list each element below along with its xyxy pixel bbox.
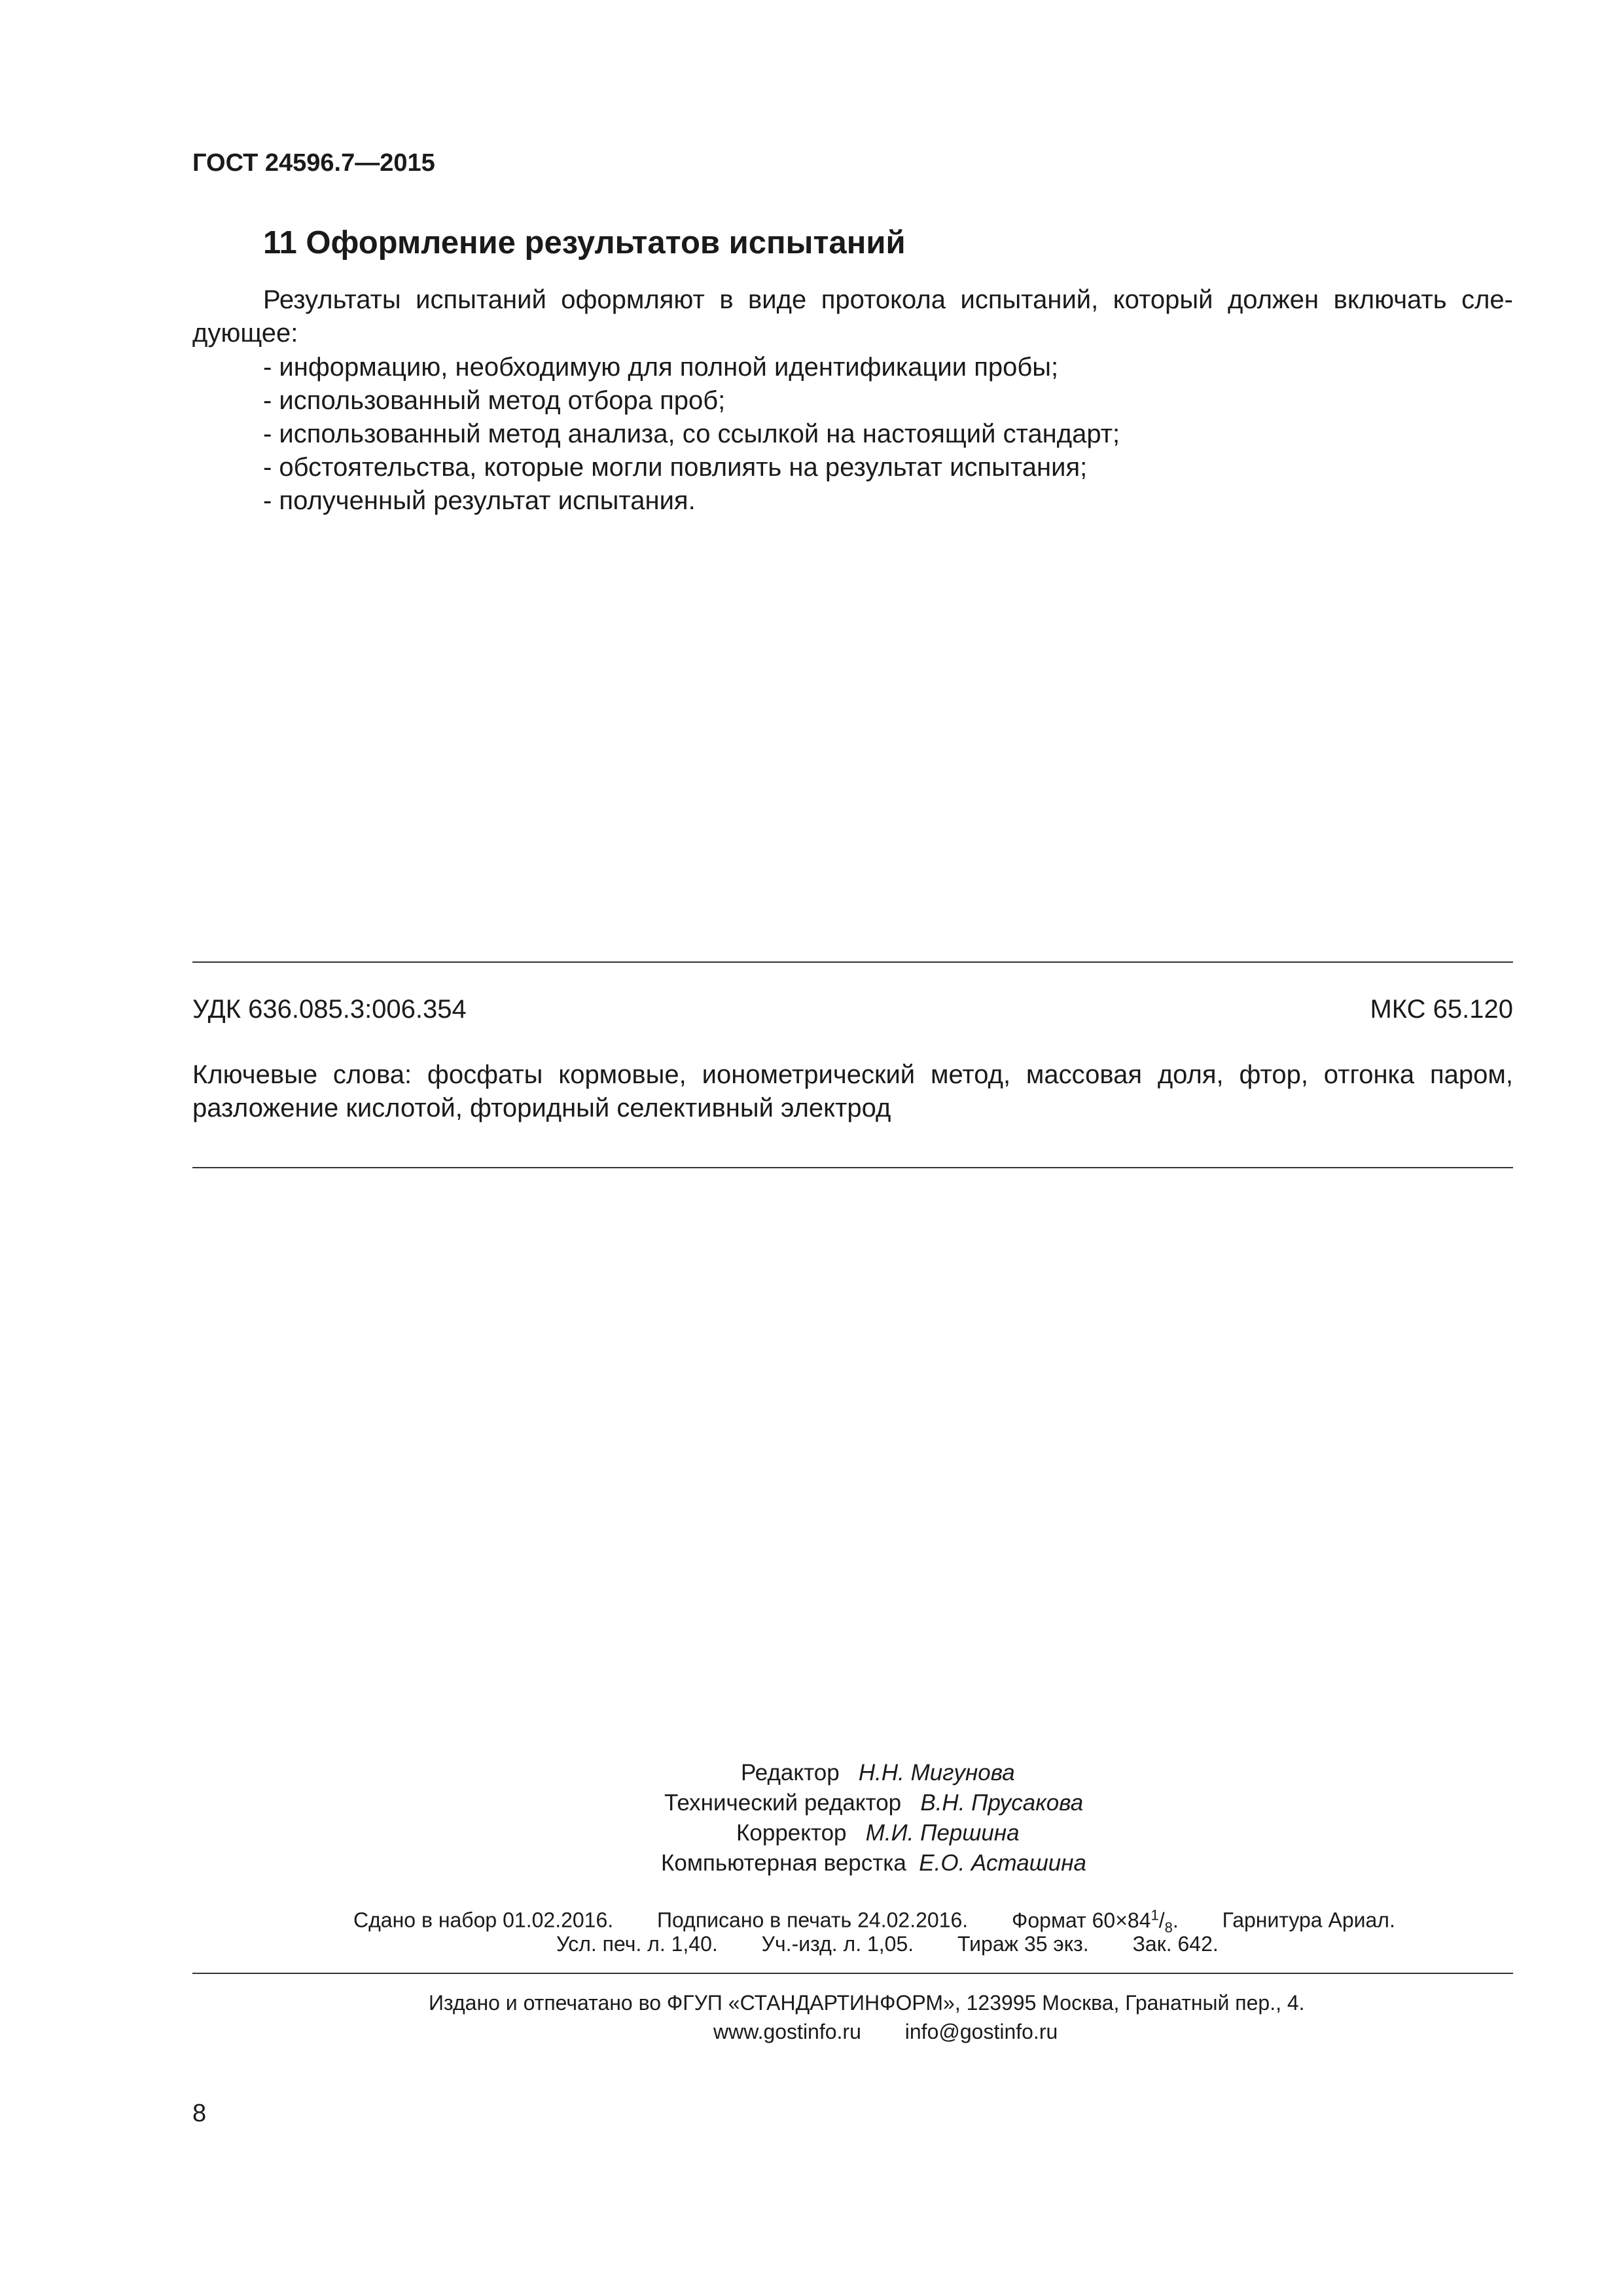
- print-usl: Усл. печ. л. 1,40.: [556, 1932, 718, 1956]
- credit-role: Корректор: [736, 1820, 847, 1846]
- credit-role: Компьютерная верстка: [661, 1850, 906, 1876]
- keywords: [192, 1058, 1513, 1125]
- print-typeface: Гарнитура Ариал.: [1222, 1908, 1395, 1932]
- intro-line-2: дующее:: [192, 319, 298, 348]
- credit-role: Технический редактор: [664, 1790, 902, 1816]
- credit-layout: [661, 1848, 1086, 1878]
- credit-person: Е.О. Асташина: [919, 1850, 1086, 1876]
- list-item: - использованный метод отбора проб;: [263, 386, 726, 415]
- publisher-email[interactable]: info@gostinfo.ru: [904, 2020, 1058, 2043]
- divider-top: [192, 961, 1513, 963]
- credit-editor: [741, 1758, 1015, 1788]
- credit-person: М.И. Першина: [865, 1820, 1020, 1846]
- print-uch: Уч.-изд. л. 1,05.: [761, 1932, 914, 1956]
- list-item: - обстоятельства, которые могли повлиять на результат испытания;: [263, 453, 1088, 482]
- print-tirazh: Тираж 35 экз.: [957, 1932, 1089, 1956]
- keywords-line-1: Ключевые слова: фосфаты кормовые, ионометрический метод, массовая доля, фтор, отгонка паром,: [192, 1060, 1513, 1089]
- section-title: 11 Оформление результатов испытаний: [263, 225, 906, 260]
- list-item: - полученный результат испытания.: [263, 486, 696, 515]
- credit-corrector: [736, 1818, 1020, 1848]
- print-format: Формат $60\times 84^1/_8$.: [1012, 1907, 1179, 1936]
- credit-person: Н.Н. Мигунова: [858, 1760, 1015, 1785]
- print-zak: Зак. 642.: [1132, 1932, 1219, 1956]
- list-item: - информацию, необходимую для полной идентификации пробы;: [263, 353, 1059, 382]
- publisher-website[interactable]: www.gostinfo.ru: [713, 2020, 861, 2043]
- document-code: ГОСТ 24596.7—2015: [192, 149, 435, 177]
- publisher-info: Издано и отпечатано во ФГУП «СТАНДАРТИНФОРМ», 123995 Москва, Гранатный пер., 4.: [429, 1991, 1305, 2015]
- mks-code: МКС 65.120: [1370, 995, 1513, 1024]
- print-signed: Подписано в печать 24.02.2016.: [657, 1908, 969, 1932]
- page-number: 8: [192, 2100, 207, 2127]
- credit-tech-editor: [664, 1788, 1083, 1818]
- divider-bottom: [192, 1973, 1513, 1974]
- print-info-line-2: [556, 1929, 1219, 1958]
- credit-person: В.Н. Прусакова: [920, 1790, 1084, 1816]
- credit-role: Редактор: [741, 1760, 840, 1785]
- print-sent: Сдано в набор 01.02.2016.: [353, 1908, 614, 1932]
- list-item: - использованный метод анализа, со ссылкой на настоящий стандарт;: [263, 420, 1120, 448]
- publisher-contacts: [713, 2017, 1058, 2046]
- divider-middle: [192, 1167, 1513, 1168]
- keywords-line-2: разложение кислотой, фторидный селективный электрод: [192, 1094, 891, 1122]
- section-intro: [192, 283, 1513, 350]
- udk-code: УДК 636.085.3:006.354: [192, 995, 467, 1024]
- intro-line-1: Результаты испытаний оформляют в виде протокола испытаний, который должен включать сле-: [263, 285, 1513, 314]
